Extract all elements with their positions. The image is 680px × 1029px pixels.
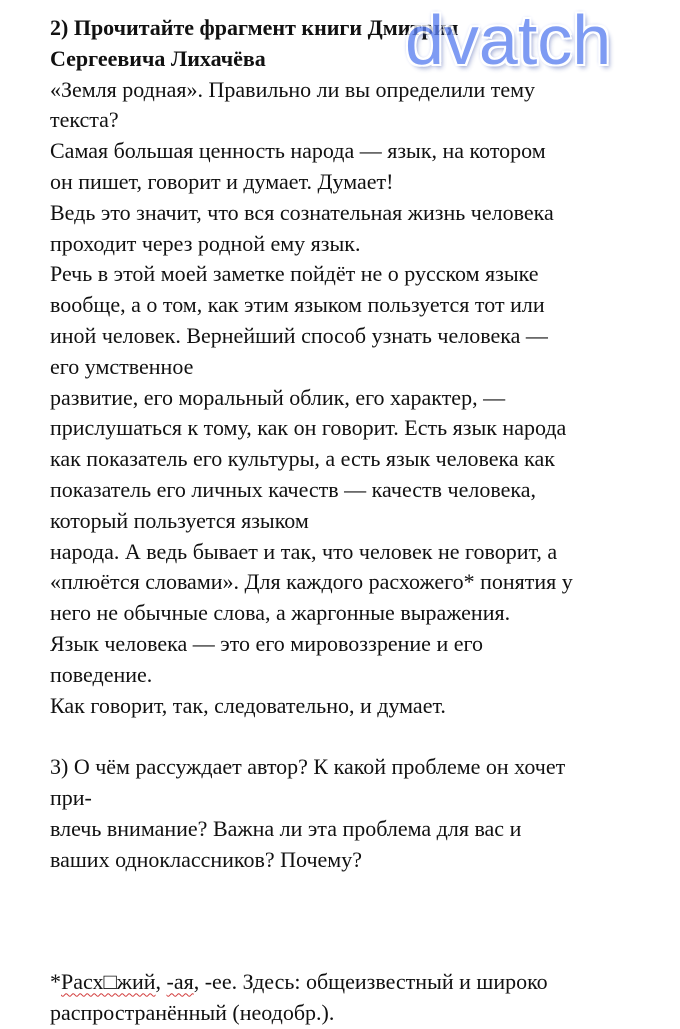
passage-line: который пользуется языком [50, 507, 309, 533]
intro-line: «Земля родная». Правильно ли вы определили тему [50, 76, 536, 102]
passage-line: иной человек. Вернейший способ узнать человека — [50, 322, 548, 348]
passage-line: вообще, а о том, как этим языком пользуется тот или [50, 292, 545, 318]
task3-question [50, 752, 670, 875]
passage-line: него не обычные слова, а жаргонные выражения. [50, 600, 511, 626]
passage-line: Самая большая ценность народа — язык, на котором [50, 138, 546, 164]
passage-line: он пишет, говорит и думает. Думает! [50, 168, 394, 194]
paragraph-gap [50, 875, 670, 967]
footnote [50, 967, 670, 1029]
book-passage [50, 136, 670, 721]
question-line: влечь внимание? Важна ли эта проблема для вас и [50, 815, 522, 841]
intro-line: текста? [50, 107, 119, 133]
passage-line: Язык человека — это его мировоззрение и его [50, 630, 483, 656]
footnote-ending: -ая [166, 969, 194, 995]
passage-line: народа. А ведь бывает и так, что человек не говорит, а [50, 538, 558, 564]
question-line: при- [50, 784, 92, 810]
passage-line: его умственное [50, 353, 194, 379]
passage-line: прислушаться к тому, как он говорит. Есть язык народа [50, 415, 567, 441]
footnote-asterisk: * [50, 969, 61, 995]
task2-heading [50, 13, 670, 75]
passage-line: Речь в этой моей заметке пойдёт не о русском языке [50, 261, 539, 287]
passage-line: «плюётся словами». Для каждого расхожего* понятия у [50, 569, 573, 595]
passage-line: Ведь это значит, что вся сознательная жизнь человека [50, 199, 554, 225]
question-line: ваших одноклассников? Почему? [50, 846, 362, 872]
footnote-term: Расх□жий [61, 969, 156, 995]
heading-line: 2) Прочитайте фрагмент книги Дмитрия [50, 15, 459, 40]
heading-line: Сергеевича Лихачёва [50, 45, 266, 71]
footnote-line [50, 967, 670, 998]
watermark-logo: dvatch [405, 1, 612, 79]
passage-line: Как говорит, так, следовательно, и думает. [50, 692, 446, 718]
footnote-definition: , -ее. Здесь: общеизвестный и широко [193, 969, 548, 995]
passage-line: поведение. [50, 661, 153, 687]
passage-line: показатель его личных качеств — качеств человека, [50, 476, 536, 502]
passage-line: проходит через родной ему язык. [50, 230, 361, 256]
footnote-line: распространённый (неодобр.). [50, 1000, 335, 1026]
paragraph-gap [50, 721, 670, 752]
passage-line: развитие, его моральный облик, его характер, — [50, 384, 506, 410]
document-text [50, 13, 670, 1029]
footnote-separator: , [155, 969, 167, 995]
question-line: 3) О чём рассуждает автор? К какой проблеме он хочет [50, 754, 566, 780]
task2-intro [50, 75, 670, 137]
passage-line: как показатель его культуры, а есть язык человека как [50, 446, 555, 472]
